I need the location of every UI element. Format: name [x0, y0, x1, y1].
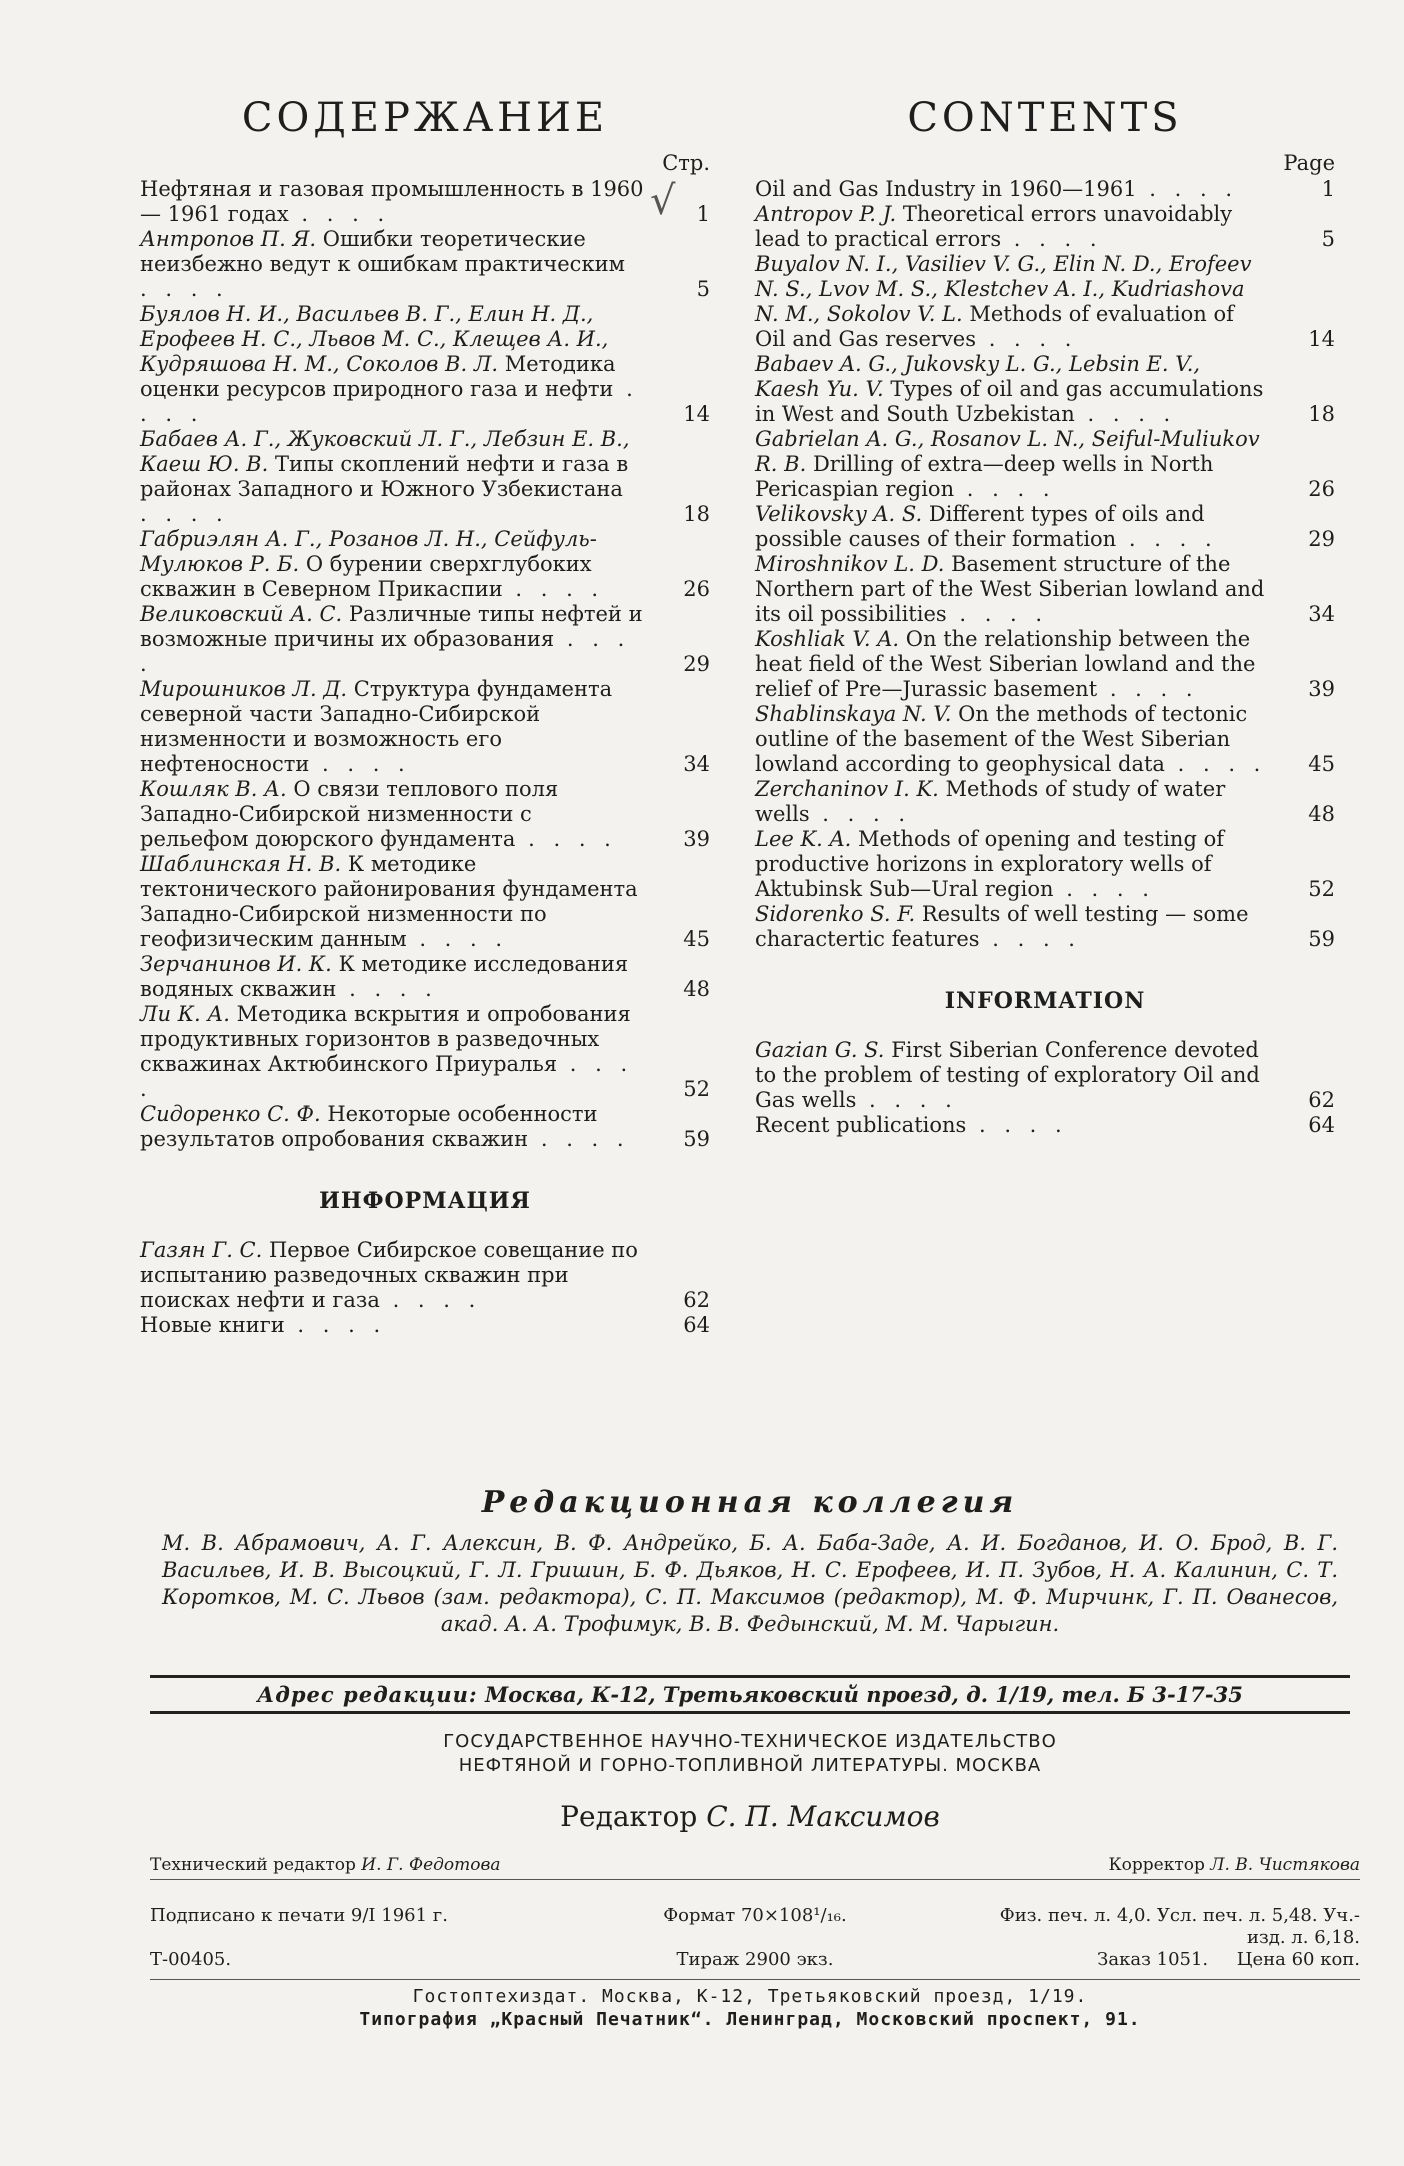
toc-ru-entry-author: Габриэлян А. Г., Розанов Л. Н., Сейфуль-Мулюков Р. Б. — [140, 527, 597, 576]
toc-ru-leader-dots: . . . . — [140, 502, 229, 526]
toc-ru-entry-author: Зерчанинов И. К. — [140, 952, 332, 976]
toc-en-entry — [755, 352, 1335, 427]
toc-list-ru — [140, 177, 710, 1152]
toc-ru-entry — [140, 177, 710, 227]
toc-en-leader-dots: . . . . — [1136, 177, 1239, 201]
toc-en-entry-text — [755, 827, 1279, 902]
toc-ru-leader-dots: . . . . — [140, 1052, 634, 1101]
toc-en-entry — [755, 177, 1335, 202]
printing-house-line-2: Типография „Красный Печатник“. Ленинград, Московский проспект, 91. — [359, 2009, 1141, 2030]
toc-en-entry-author: Antropov P. J. — [755, 202, 897, 226]
page-column-label-ru: Стр. — [662, 151, 710, 175]
toc-ru-leader-dots: . . . . — [140, 277, 229, 301]
toc-en-leader-dots: . . . . — [1164, 752, 1267, 776]
information-list-ru — [140, 1238, 710, 1338]
toc-ru-entry-title: Ошибки теоретические неизбежно ведут к ошибкам практическим — [140, 227, 625, 276]
toc-en-entry-page: 29 — [1308, 527, 1335, 551]
toc-ru-leader-dots: . . . . — [406, 927, 509, 951]
information-title-en: INFORMATION — [944, 988, 1146, 1014]
toc-en-entry — [755, 502, 1335, 552]
toc-ru-entry-page: 48 — [683, 977, 710, 1001]
address-text: Москва, К-12, Третьяковский проезд, д. 1/19, тел. Б 3-17-35 — [484, 1682, 1243, 1707]
toc-en-entry-title: Drilling of extra—deep wells in North Pericaspian region — [755, 452, 1214, 501]
toc-en-entry-text — [755, 627, 1279, 702]
info-en-entry-text — [755, 1113, 1279, 1138]
toc-en-entry-text — [755, 902, 1279, 952]
info-en-entry-title: First Siberian Conference devoted to the problem of testing of exploratory Oil and Gas wells — [755, 1038, 1260, 1112]
toc-en-entry-page: 14 — [1308, 327, 1335, 351]
publisher-name — [150, 1730, 1350, 1778]
toc-en-entry-author: Miroshnikov L. D. — [755, 552, 945, 576]
toc-en-entry-text — [755, 252, 1279, 352]
toc-en-entry-page: 59 — [1308, 927, 1335, 951]
info-en-entry-page: 62 — [1308, 1088, 1335, 1112]
toc-ru-entry — [140, 302, 710, 427]
toc-en-entry-title: Types of oil and gas accumulations in West and South Uzbekistan — [755, 377, 1264, 426]
toc-ru-entry-title: Методика вскрытия и опробования продуктивных горизонтов в разведочных скважинах Актюбинского Приуралья — [140, 1002, 631, 1076]
toc-ru-entry-text — [140, 527, 654, 602]
toc-en-entry-author: Babaev A. G., Jukovsky L. G., Lebsin E. V., Kaesh Yu. V. — [755, 352, 1201, 401]
toc-ru-entry — [140, 777, 710, 852]
toc-en-entry — [755, 627, 1335, 702]
toc-ru-entry-text — [140, 602, 654, 677]
proofreader-name: Л. В. Чистякова — [1210, 1855, 1360, 1875]
toc-en-entry — [755, 902, 1335, 952]
info-ru-leader-dots: . . . . — [284, 1313, 387, 1337]
toc-en-leader-dots: . . . . — [1074, 402, 1177, 426]
info-en-entry-title: Recent publications — [755, 1113, 967, 1137]
info-ru-entry-text — [140, 1313, 654, 1338]
page-column-label-en: Page — [1283, 151, 1335, 175]
toc-ru-leader-dots: . . . . — [309, 752, 411, 776]
info-ru-entry — [140, 1313, 710, 1338]
toc-en-entry-title: On the relationship between the heat field of the West Siberian lowland and the relief of Pre—Jurassic basement — [755, 627, 1256, 701]
contents-title-ru: СОДЕРЖАНИЕ — [241, 95, 609, 141]
toc-en-entry-author: Shablinskaya N. V. — [755, 702, 952, 726]
toc-en-entry-author: Buyalov N. I., Vasiliev V. G., Elin N. D., Erofeev N. S., Lvov M. S., Klestchev A. I., Kudriashova N. M., Sokolov V. L. — [755, 252, 1252, 326]
toc-ru-entry-author: Ли К. А. — [140, 1002, 230, 1026]
toc-en-entry-title: Methods of evaluation of Oil and Gas reserves — [755, 302, 1234, 351]
toc-ru-leader-dots: . . . . — [528, 1127, 630, 1151]
toc-en-entry-title: On the methods of tectonic outline of the basement of the West Siberian lowland according to geophysical data — [755, 702, 1248, 776]
toc-ru-entry-title: Типы скоплений нефти и газа в районах Западного и Южного Узбекистана — [140, 452, 629, 501]
toc-en-entry — [755, 427, 1335, 502]
contents-title-en: CONTENTS — [907, 95, 1183, 141]
print-signed: Подписано к печати 9/I 1961 г. — [150, 1905, 448, 1926]
info-en-entry — [755, 1038, 1335, 1113]
toc-ru-entry-title: Нефтяная и газовая промышленность в 1960 — 1961 годах — [140, 177, 644, 226]
toc-ru-entry-title: К методике исследования водяных скважин — [140, 952, 629, 1001]
toc-ru-entry-text — [140, 1002, 654, 1102]
toc-en-entry-title: Oil and Gas Industry in 1960—1961 — [755, 177, 1137, 201]
toc-ru-entry-text — [140, 227, 654, 302]
print-order: Заказ 1051. — [1097, 1949, 1209, 1970]
editorial-board-title: Редакционная коллегия — [481, 1485, 1019, 1520]
publisher-line-1: ГОСУДАРСТВЕННОЕ НАУЧНО-ТЕХНИЧЕСКОЕ ИЗДАТЕЛЬСТВО — [443, 1731, 1057, 1752]
toc-ru-entry-title: Некоторые особенности результатов опробования скважин — [140, 1102, 598, 1151]
toc-ru-entry-author: Сидоренко С. Ф. — [140, 1102, 321, 1126]
toc-en-entry-page: 34 — [1308, 602, 1335, 626]
toc-en-leader-dots: . . . . — [1097, 677, 1199, 701]
toc-ru-entry-page: 45 — [683, 927, 710, 951]
toc-ru-leader-dots: . . . . — [336, 977, 438, 1001]
toc-en-entry-author: Lee K. A. — [755, 827, 852, 851]
toc-en-leader-dots: . . . . — [979, 927, 1081, 951]
toc-ru-entry-author: Великовский А. С. — [140, 602, 343, 626]
toc-ru-entry-text — [140, 427, 654, 527]
publisher-line-2: НЕФТЯНОЙ И ГОРНО-ТОПЛИВНОЙ ЛИТЕРАТУРЫ. МОСКВА — [458, 1755, 1042, 1776]
toc-ru-entry-author: Шаблинская Н. В. — [140, 852, 342, 876]
address-label: Адрес редакции: — [257, 1682, 478, 1707]
contents-column-russian — [140, 95, 710, 1338]
info-ru-entry-text — [140, 1238, 654, 1313]
handwritten-check-mark: √ — [650, 178, 676, 224]
toc-en-entry — [755, 777, 1335, 827]
toc-ru-entry — [140, 1102, 710, 1152]
chief-editor — [150, 1800, 1350, 1833]
toc-en-entry-page: 26 — [1308, 477, 1335, 501]
tech-editor-label: Технический редактор — [150, 1855, 356, 1875]
editor-label: Редактор — [560, 1800, 698, 1833]
toc-en-entry-text — [755, 552, 1279, 627]
toc-en-entry — [755, 202, 1335, 252]
toc-en-entry-page: 45 — [1308, 752, 1335, 776]
toc-ru-leader-dots: . . . . — [140, 377, 639, 426]
toc-en-entry-author: Gabrielan A. G., Rosanov L. N., Seiful-Muliukov R. B. — [755, 427, 1260, 476]
toc-en-entry-title: Results of well testing — some charactertic features — [755, 902, 1249, 951]
toc-en-leader-dots: . . . . — [809, 802, 912, 826]
print-code: Т-00405. — [150, 1949, 232, 1970]
toc-en-leader-dots: . . . . — [1053, 877, 1155, 901]
information-list-en — [755, 1038, 1335, 1138]
toc-ru-entry — [140, 602, 710, 677]
info-en-entry — [755, 1113, 1335, 1138]
toc-en-entry-title: Basement structure of the Northern part of the West Siberian lowland and its oil possibilities — [755, 552, 1265, 626]
toc-list-en — [755, 177, 1335, 952]
toc-en-entry-title: Methods of study of water wells — [755, 777, 1226, 826]
toc-ru-entry-page: 26 — [683, 577, 710, 601]
toc-en-leader-dots: . . . . — [946, 602, 1049, 626]
toc-ru-entry-page: 59 — [683, 1127, 710, 1151]
print-order-price — [965, 1949, 1360, 1971]
info-en-leader-dots: . . . . — [966, 1113, 1068, 1137]
proofreader — [1109, 1855, 1360, 1875]
toc-en-entry — [755, 827, 1335, 902]
toc-en-entry-text — [755, 702, 1279, 777]
toc-ru-entry — [140, 852, 710, 952]
toc-ru-entry-title: Методика оценки ресурсов природного газа и нефти — [140, 352, 616, 401]
info-ru-entry-author: Газян Г. С. — [140, 1238, 263, 1262]
toc-ru-entry-page: 29 — [683, 652, 710, 676]
toc-ru-entry — [140, 527, 710, 602]
info-ru-entry-title: Новые книги — [140, 1313, 285, 1337]
toc-en-entry-text — [755, 202, 1279, 252]
toc-ru-leader-dots: . . . . — [515, 827, 617, 851]
toc-ru-entry — [140, 1002, 710, 1102]
toc-ru-entry-text — [140, 677, 654, 777]
toc-en-entry-author: Sidorenko S. F. — [755, 902, 916, 926]
print-details — [150, 1905, 1360, 1980]
toc-ru-entry — [140, 227, 710, 302]
info-ru-entry-title: Первое Сибирское совещание по испытанию разведочных скважин при поисках нефти и газа — [140, 1238, 638, 1312]
toc-en-entry-author: Zerchaninov I. K. — [755, 777, 939, 801]
info-en-leader-dots: . . . . — [856, 1088, 958, 1112]
credits-row — [150, 1855, 1360, 1880]
tech-editor-name: И. Г. Федотова — [361, 1855, 501, 1875]
toc-en-entry-text — [755, 427, 1279, 502]
toc-ru-entry-author: Кошляк В. А. — [140, 777, 287, 801]
toc-en-entry — [755, 552, 1335, 627]
toc-en-entry-page: 48 — [1308, 802, 1335, 826]
toc-en-entry — [755, 702, 1335, 777]
print-format: Формат 70×108¹/₁₆. — [663, 1905, 847, 1926]
editor-name: С. П. Максимов — [706, 1800, 940, 1833]
toc-ru-entry-text — [140, 302, 654, 427]
printing-house — [150, 1985, 1350, 2031]
toc-en-entry-page: 5 — [1321, 227, 1335, 251]
tech-editor — [150, 1855, 501, 1875]
toc-en-entry-text — [755, 177, 1279, 202]
editorial-board-members: М. В. Абрамович, А. Г. Алексин, В. Ф. Андрейко, Б. А. Баба-Заде, А. И. Богданов, И. О. Брод, В. Г. Васильев, И. В. Высоцкий, Г. Л. Гришин, Б. Ф. Дьяков, Н. С. Ерофеев, И. П. Зубов, Н. А. Калинин, С. Т. Коротков, М. С. Львов (зам. редактора), С. П. Максимов (редактор), М. Ф. Мирчинк, Г. П. Ованесов, акад. А. А. Трофимук, В. В. Федынский, М. М. Чарыгин. — [162, 1531, 1338, 1636]
toc-ru-entry-text — [140, 777, 654, 852]
toc-ru-entry-text — [140, 852, 654, 952]
printing-house-line-1: Гостоптехиздат. Москва, К-12, Третьяковский проезд, 1/19. — [412, 1986, 1088, 2007]
toc-ru-entry-title: Различные типы нефтей и возможные причины их образования — [140, 602, 643, 651]
toc-en-entry — [755, 252, 1335, 352]
toc-en-leader-dots: . . . . — [976, 327, 1078, 351]
toc-ru-entry-page: 5 — [696, 277, 710, 301]
toc-en-leader-dots: . . . . — [1116, 527, 1218, 551]
info-en-entry-text — [755, 1038, 1279, 1113]
toc-ru-entry-title: О связи теплового поля Западно-Сибирской низменности с рельефом доюрского фундамента — [140, 777, 559, 851]
toc-ru-entry-author: Мирошников Л. Д. — [140, 677, 348, 701]
toc-ru-entry-page: 18 — [683, 502, 710, 526]
information-title-ru: ИНФОРМАЦИЯ — [319, 1188, 531, 1214]
toc-ru-entry — [140, 677, 710, 777]
toc-ru-entry-text — [140, 952, 654, 1002]
toc-en-entry-title: Different types of oils and possible causes of their formation — [755, 502, 1205, 551]
print-sheets: Физ. печ. л. 4,0. Усл. печ. л. 5,48. Уч.-изд. л. 6,18. — [999, 1905, 1360, 1948]
toc-ru-entry-page: 34 — [683, 752, 710, 776]
editorial-address — [150, 1675, 1350, 1714]
toc-ru-entry-page: 39 — [683, 827, 710, 851]
toc-en-entry-author: Koshliak V. A. — [755, 627, 900, 651]
toc-en-entry-page: 52 — [1308, 877, 1335, 901]
toc-ru-entry-title: О бурении сверхглубоких скважин в Северном Прикаспии — [140, 552, 592, 601]
print-run: Тираж 2900 экз. — [676, 1949, 834, 1970]
toc-en-entry-page: 39 — [1308, 677, 1335, 701]
toc-ru-entry-author: Антропов П. Я. — [140, 227, 317, 251]
toc-en-entry-page: 1 — [1321, 177, 1335, 201]
toc-en-entry-title: Methods of opening and testing of productive horizons in exploratory wells of Aktubinsk Sub—Ural region — [755, 827, 1224, 901]
toc-en-leader-dots: . . . . — [1001, 227, 1103, 251]
print-price: Цена 60 коп. — [1236, 1949, 1360, 1970]
toc-ru-entry-title: К методике тектонического районирования фундамента Западно-Сибирской низменности по геофизическим данным — [140, 852, 638, 951]
contents-column-english — [755, 95, 1335, 1138]
info-ru-entry — [140, 1238, 710, 1313]
toc-en-entry-title: Theoretical errors unavoidably lead to practical errors — [755, 202, 1233, 251]
info-ru-entry-page: 64 — [683, 1313, 710, 1337]
toc-ru-entry-text — [140, 1102, 654, 1152]
toc-ru-leader-dots: . . . . — [288, 202, 391, 226]
toc-en-entry-page: 18 — [1308, 402, 1335, 426]
proofreader-label: Корректор — [1108, 1855, 1205, 1875]
toc-ru-entry-author: Бабаев А. Г., Жуковский Л. Г., Лебзин Е. В., Каеш Ю. В. — [140, 427, 630, 476]
toc-en-entry-text — [755, 502, 1279, 552]
toc-ru-entry-text — [140, 177, 654, 227]
info-en-entry-page: 64 — [1308, 1113, 1335, 1137]
toc-ru-entry-title: Структура фундамента северной части Западно-Сибирской низменности и возможность его нефтеносности — [140, 677, 613, 776]
toc-ru-entry-page: 52 — [683, 1077, 710, 1101]
toc-ru-entry-page: 14 — [683, 402, 710, 426]
editorial-board — [150, 1485, 1350, 1638]
toc-en-leader-dots: . . . . — [954, 477, 1056, 501]
toc-en-entry-author: Velikovsky A. S. — [755, 502, 923, 526]
toc-en-entry-text — [755, 777, 1279, 827]
info-ru-leader-dots: . . . . — [379, 1288, 482, 1312]
toc-ru-entry — [140, 952, 710, 1002]
toc-ru-entry-author: Буялов Н. И., Васильев В. Г., Елин Н. Д., Ерофеев Н. С., Львов М. С., Клещев А. И., Кудряшова Н. М., Соколов В. Л. — [140, 302, 609, 376]
info-en-entry-author: Gazian G. S. — [755, 1038, 885, 1062]
info-ru-entry-page: 62 — [683, 1288, 710, 1312]
toc-ru-leader-dots: . . . . — [502, 577, 605, 601]
toc-ru-leader-dots: . . . . — [140, 627, 631, 676]
toc-ru-entry-page: 1 — [696, 202, 710, 226]
toc-ru-entry — [140, 427, 710, 527]
toc-en-entry-text — [755, 352, 1279, 427]
